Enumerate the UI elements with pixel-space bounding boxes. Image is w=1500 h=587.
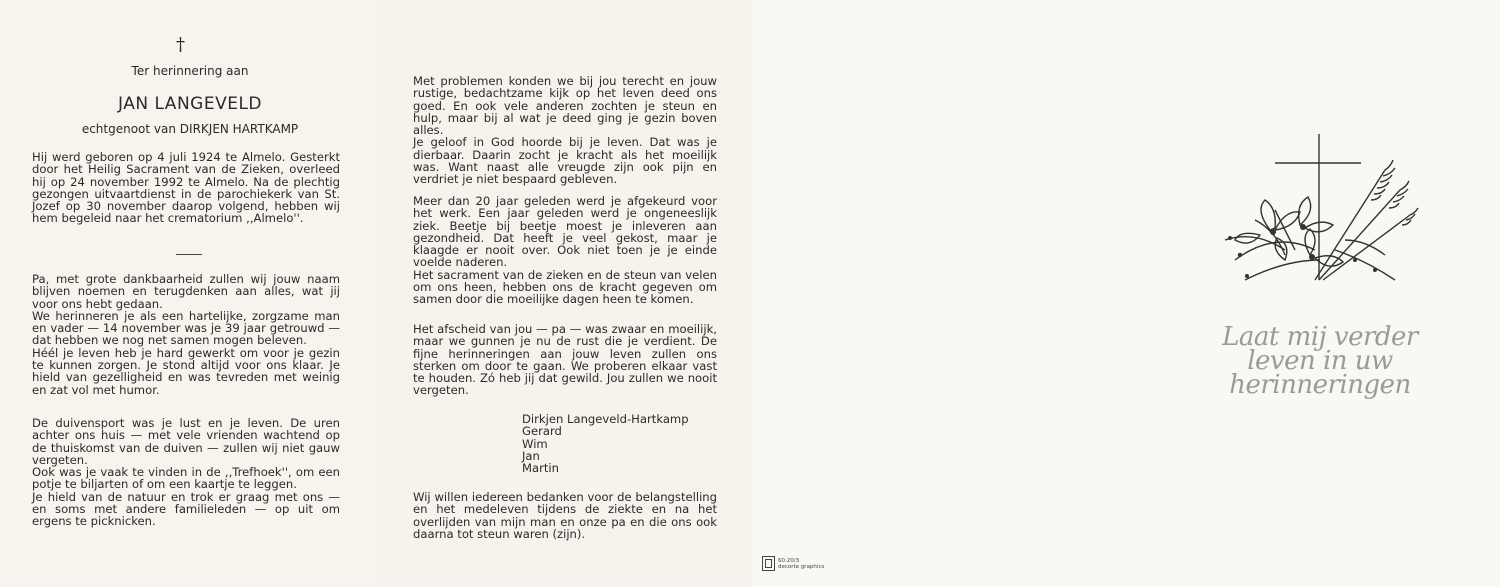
farewell-paragraph: Het afscheid van jou — pa — was zwaar en moeilijk, maar we gunnen je nu de rust die je verdient. De fijne herinneringen aan jouw leven zullen ons sterken om door te gaan. We proberen elkaar vast te houden. Zó heb jij dat gewild. Jou zullen we nooit vergeten. [413,322,717,398]
thanks-paragraph: Wij willen iedereen bedanken voor de belangstelling en het medeleven tijdens de ziekte en na het overlijden van mijn man en onze pa en die ons ook daarna tot steun waren (zijn). [413,490,717,541]
printer-name: decorte graphics [778,563,825,570]
spouse-line: echtgenoot van DIRKJEN HARTKAMP [81,122,299,136]
signature-list [522,413,689,474]
signature-name: Martin [522,461,559,476]
signature-name: Dirkjen Langeveld-Hartkamp [522,412,689,426]
left-panel [0,0,380,587]
deceased-name: JAN LANGEVELD [117,94,263,114]
script-line: herinneringen [1229,370,1411,400]
printer-logo-icon [762,556,775,571]
printer-code: 60.20/3 [778,557,800,564]
script-line: Laat mij verder [1222,322,1418,352]
signature-name: Gerard [522,424,562,439]
script-quote [1215,322,1425,400]
cross-icon: † [176,34,185,55]
birth-paragraph: Hij werd geboren op 4 juli 1924 te Almelo. Gesterkt door het Heilig Sacrament van de Zieken, overleed hij op 24 november 1992 te Almelo. Na de plechtig gezongen uitvaartdienst in de parochiekerk van St. Jozef op 30 november daarop volgend, hebben wij hem begeleid naar het crematorium ,,Almelo''. [32,150,340,226]
signature-name: Wim [522,436,548,451]
problems-paragraph: Met problemen konden we bij jou terecht en jouw rustige, bedachtzame kijk op het leven deed ons goed. En ook vele anderen zochten je steun en hulp, maar bij al wat je deed ging je gezin boven alles. Je geloof in God hoorde bij je leven. Dat was je dierbaar. Daarin zocht je kracht als het moeilijk was. Want naast alle vreugde zijn ook pijn en verdriet je niet bespaard gebleven. [413,74,717,187]
memory-paragraph: Pa, met grote dankbaarheid zullen wij jouw naam blijven noemen en terugdenken aan alles, wat jij voor ons hebt gedaan. We herinneren je als een hartelijke, zorgzame man en vader — 14 november was je 39 jaar getrouwd — dat hebben we nog net samen mogen beleven. Héél je leven heb je hard gewerkt om voor je gezin te kunnen zorgen. Je stond altijd voor ons klaar. Je hield van gezelligheid en was tevreden met weinig en zat vol met humor. [32,272,340,397]
signature-name: Jan [522,448,540,463]
cross-with-flowers-and-wheat-illustration [1215,130,1425,295]
illness-paragraph: Meer dan 20 jaar geleden werd je afgekeurd voor het werk. Een jaar geleden werd je ongeneeslijk ziek. Beetje bij beetje moest je inleveren aan gezondheid. Dat heeft je veel gekost, maar je klaagde er nooit over. Ook niet toen je je einde voelde naderen. Het sacrament van de zieken en de steun van velen om ons heen, hebben ons de kracht gegeven om samen door die moeilijke dagen heen te komen. [413,194,717,307]
printer-mark [762,556,824,571]
hobbies-paragraph: De duivensport was je lust en je leven. De uren achter ons huis — met vele vrienden wachtend op de thuiskomst van de duiven — zullen wij niet gauw vergeten. Ook was je vaak te vinden in de ,,Trefhoek'', om een potje te biljarten of om een kaartje te leggen. Je hield van de natuur en trok er graag met ons — en soms met andere familieleden — op uit om ergens te picknicken. [32,416,340,529]
divider [176,254,202,255]
intro-text: Ter herinnering aan [131,64,249,78]
script-line: leven in uw [1247,346,1393,376]
